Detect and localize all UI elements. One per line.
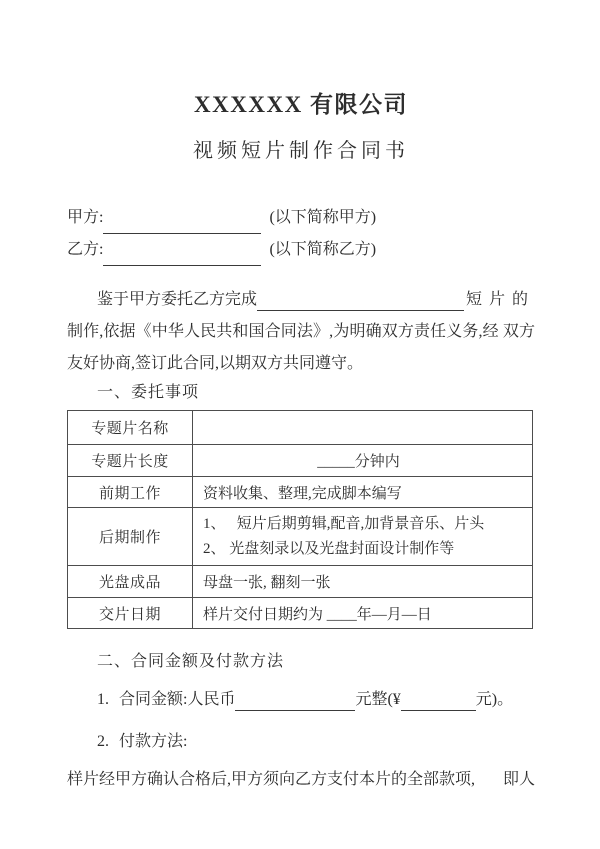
party-b-suffix: (以下简称乙方) [269,241,377,258]
row-label: 专题片名称 [68,411,193,445]
post-production-item-2: 2、 光盘刻录以及光盘封面设计制作等 [203,540,455,557]
post-production-item-1: 1、 短片后期剪辑,配音,加背景音乐、片头 [203,515,485,532]
row-value [193,508,533,566]
row-label: 交片日期 [68,598,193,629]
row-label: 后期制作 [68,508,193,566]
party-b-blank-field [103,244,261,266]
table-row-delivery-date [68,598,533,629]
row-label: 前期工作 [68,477,193,508]
contract-amount-prefix: 合同金额:人民币 [119,691,236,708]
preamble-line1-prefix: 鉴于甲方委托乙方完成 [97,291,258,308]
company-title: XXXXXX 有限公司 [194,92,408,117]
payment-items [67,683,535,759]
party-section [67,202,535,266]
section1-heading: 一、委托事项 [97,384,200,401]
amount-number-blank-field [401,695,476,711]
item2-number: 2. [97,733,109,750]
preamble-line1-suffix: 短片的 [465,291,535,308]
preamble-line-1 [67,284,535,316]
contract-amount-line [67,683,535,717]
contract-amount-suffix: 元)。 [475,691,514,708]
table-row-early-work [68,477,533,508]
row-value: _____分钟内 [193,445,533,477]
party-a-label: 甲方: [67,209,104,226]
preamble-line-2: 制作,依据《中华人民共和国合同法》,为明确双方责任义务,经 双方 [67,323,535,340]
party-a-blank-field [103,212,261,234]
preamble-paragraph [67,284,535,380]
row-value: 资料收集、整理,完成脚本编写 [193,477,533,508]
payment-terms-text: 样片经甲方确认合格后,甲方须向乙方支付本片的全部款项, [67,771,476,788]
row-label: 光盘成品 [68,566,193,598]
section2-heading: 二、合同金额及付款方法 [97,653,285,670]
row-value: 样片交付日期约为 ____年—月—日 [193,598,533,629]
table-row-film-name [68,411,533,445]
table-row-post-production [68,508,533,566]
item1-number: 1. [97,691,109,708]
table-row-disc-product [68,566,533,598]
row-value: 母盘一张, 翻刻一张 [193,566,533,598]
preamble-line-3: 友好协商,签订此合同,以期双方共同遵守。 [67,355,364,372]
payment-terms-tail: 即人 [502,771,535,788]
contract-title: 视频短片制作合同书 [193,140,409,162]
row-label: 专题片长度 [68,445,193,477]
party-a-line [67,202,535,234]
payment-terms-paragraph [67,763,535,796]
payment-method-label: 付款方法: [119,733,188,750]
amount-text-blank-field [235,695,355,711]
payment-method-line [67,725,535,759]
contract-amount-mid: 元整(¥ [355,691,401,708]
film-name-blank-field [257,294,464,311]
party-b-line [67,234,535,266]
commission-table [67,410,533,629]
row-value [193,411,533,445]
table-row-film-length [68,445,533,477]
party-b-label: 乙方: [67,241,104,258]
party-a-suffix: (以下简称甲方) [269,209,377,226]
